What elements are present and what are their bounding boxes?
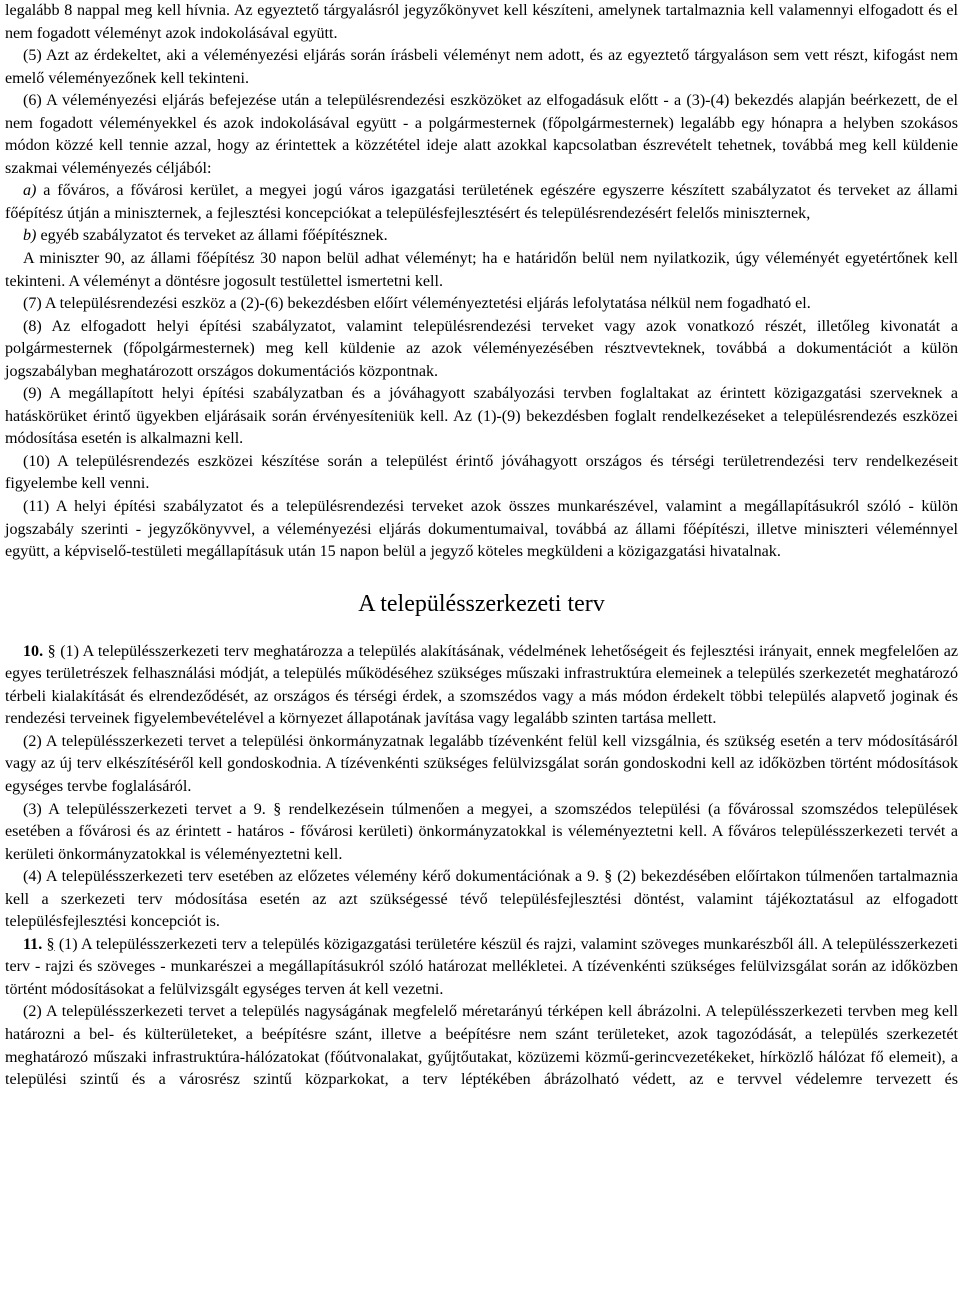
paragraph-continuation: legalább 8 nappal meg kell hívnia. Az egyeztető tárgyalásról jegyzőkönyvet kell készíteni, amelynek tartalmaznia kell valamennyi elfogadott és el nem fogadott véleményt azok indokolásával együtt. (5, 2, 958, 42)
section-heading: A településszerkezeti terv (358, 590, 605, 617)
section-number-10: 10. (23, 642, 44, 660)
paragraph-9-6: (6) A véleményezési eljárás befejezése után a településrendezési eszközöket az elfogadásuk előtt - a (3)-(4) bekezdés alapján beérkezett, de el nem fogadott véleményekkel és azok indokolásával együtt - a polgármesternek (főpolgármesternek) legalább egy hónapra a helyben szokásos módon közzé kell tennie azzal, hogy az érintettek a közzététel ideje alatt azokkal kapcsolatban észrevételt tehetnek, továbbá meg kell küldenie szakmai véleményezés céljából: (5, 92, 958, 177)
paragraph-9-10: (10) A településrendezés eszközei készítése során a települést érintő jóváhagyott országos és térségi területrendezési terv rendelkezéseit figyelembe kell venni. (5, 452, 958, 493)
paragraph-10-3: (3) A településszerkezeti tervet a 9. § rendelkezésein túlmenően a megyei, a szomszédos települési (a fővárossal szomszédos települések esetében a fővárosi és az érintett - határos - fővárosi kerületi) önkormányzatokkal is véleményeztetni kell. A főváros településszerkezeti tervét a kerületi önkormányzatokkal is véleményeztetni kell. (5, 800, 958, 863)
document-page (5, 0, 958, 1092)
list-text-a: a főváros, a fővárosi kerület, a megyei jogú város igazgatási területének egészére egyszerre készített szabályzatot és terveket az állami főépítész útján a miniszternek, a fejlesztési koncepciókat a településfejlesztésért és településrendezésért felelős miniszternek, (5, 182, 958, 222)
list-label-b: b) (23, 227, 37, 245)
paragraph-10-2: (2) A településszerkezeti tervet a települési önkormányzatnak legalább tízévenként felül kell vizsgálnia, és szükség esetén a terv módosításáról vagy az új terv elkészítéséről kell gondoskodnia. A tízévenkénti szükséges felülvizsgálat során gondoskodni kell az időközben történt módosítások egységes tervbe foglalásáról. (5, 732, 958, 795)
section-number-11: 11. (23, 935, 43, 953)
list-item-a (5, 180, 958, 225)
paragraph-9-7: (7) A településrendezési eszköz a (2)-(6) bekezdésben előírt véleményeztetési eljárás lefolytatása nélkül nem fogadható el. (23, 295, 811, 313)
paragraph-9-8: (8) Az elfogadott helyi építési szabályzatot, valamint településrendezési terveket vagy azok vonatkozó részét, illetőleg kivonatát a polgármesternek (főpolgármesternek) meg kell küldenie az azok véleményezésében résztvevteknek, továbbá a dokumentációt a külön jogszabályban meghatározott országos dokumentációs központnak. (5, 317, 958, 380)
section-sign-11: § (46, 935, 55, 953)
paragraph-9-5: (5) Azt az érdekeltet, aki a véleményezési eljárás során írásbeli véleményt nem adott, és az egyeztető tárgyaláson sem vett részt, kifogást nem emelő véleményezőnek kell tekinteni. (5, 47, 958, 87)
paragraph-minister-opinion: A miniszter 90, az állami főépítész 30 napon belül adhat véleményt; ha e határidőn belül nem nyilatkozik, úgy véleményét egyetértőnek kell tekinteni. A véleményt a döntésre jogosult testülettel ismertetni kell. (5, 250, 958, 290)
paragraph-9-11: (11) A helyi építési szabályzatot és a településrendezési terveket azok összes munkarészével, valamint a megállapításukról szóló - külön jogszabály szerinti - jegyzőkönyvvel, a véleményezési eljárás dokumentumaival, továbbá az állami főépítészi, illetve miniszteri véleménnyel együtt, a képviselő-testületi megállapításuk után 15 napon belül a jegyző köteles megküldeni a közigazgatási hivatalnak. (5, 498, 958, 561)
list-item-b (5, 225, 958, 248)
paragraph-10-4: (4) A településszerkezeti terv esetében az előzetes vélemény kérő dokumentációnak a 9. § (2) bekezdésében előírtakon túlmenően tartalmaznia kell a szerkezeti terv módosítása esetén az azt szükségessé tévő településfejlesztési döntést, valamint tájékoztatásul az elfogadott településfejlesztési koncepciót is. (5, 868, 958, 931)
paragraph-10-1-text: (1) A településszerkezeti terv meghatározza a település alakításának, védelmének lehetőségeit és fejlesztési irányait, ennek megfelelően az egyes területrészek felhasználási módját, a település működéséhez szükséges műszaki infrastruktúra elemeinek a település szerkezetét meghatározó térbeli kialakítását és elrendeződését, az országos és térségi érdek, a szomszédos vagy a más módon érdekelt többi település alapvető joginak és rendezési terveinek figyelembevételével a környezet állapotának javítása vagy legalább szinten tartása mellett. (5, 642, 959, 728)
list-text-b: egyéb szabályzatot és terveket az állami főépítésznek. (40, 227, 388, 245)
paragraph-11-1-text: (1) A településszerkezeti terv a település közigazgatási területére készül és rajzi, valamint szöveges munkarészből áll. A településszerkezeti terv - rajzi és szöveges - munkarészei a megállapításukról szóló határozat mellékletei. A tízévenkénti szükséges felülvizsgálat során az időközben történt módosításokat a felülvizsgált egységes terven át kell vezetni. (5, 935, 959, 998)
section-sign-10: § (47, 642, 56, 660)
paragraph-10-1 (5, 641, 958, 731)
list-label-a: a) (23, 182, 37, 200)
paragraph-9-9: (9) A megállapított helyi építési szabályzatban és a jóváhagyott szabályozási tervben foglaltakat az érintett közigazgatási szerveknek a hatáskörüket érintő ügyekben eljárásaik során érvényesíteniük kell. Az (1)-(9) bekezdésben foglalt rendelkezéseket a településrendezés eszközei módosítása esetén is alkalmazni kell. (5, 385, 958, 448)
paragraph-11-1 (5, 934, 958, 1002)
paragraph-11-2: (2) A településszerkezeti tervet a település nagyságának megfelelő méretarányú térképen kell ábrázolni. A településszerkezeti tervben meg kell határozni a bel- és külterületeket, a beépítésre szánt, illetve a beépítésre nem szánt területeket, azok tagozódását, a település szerkezetét meghatározó műszaki infrastruktúra-hálózatokat (főútvonalakat, gyűjtőutakat, közüzemi közmű-gerincvezetékeket, hírközlő hálózat fő elemeit), a települési szintű és a városrész szintű közparkokat, a terv léptékében ábrázolható védett, az e tervvel védelemre tervezett és (5, 1003, 958, 1089)
